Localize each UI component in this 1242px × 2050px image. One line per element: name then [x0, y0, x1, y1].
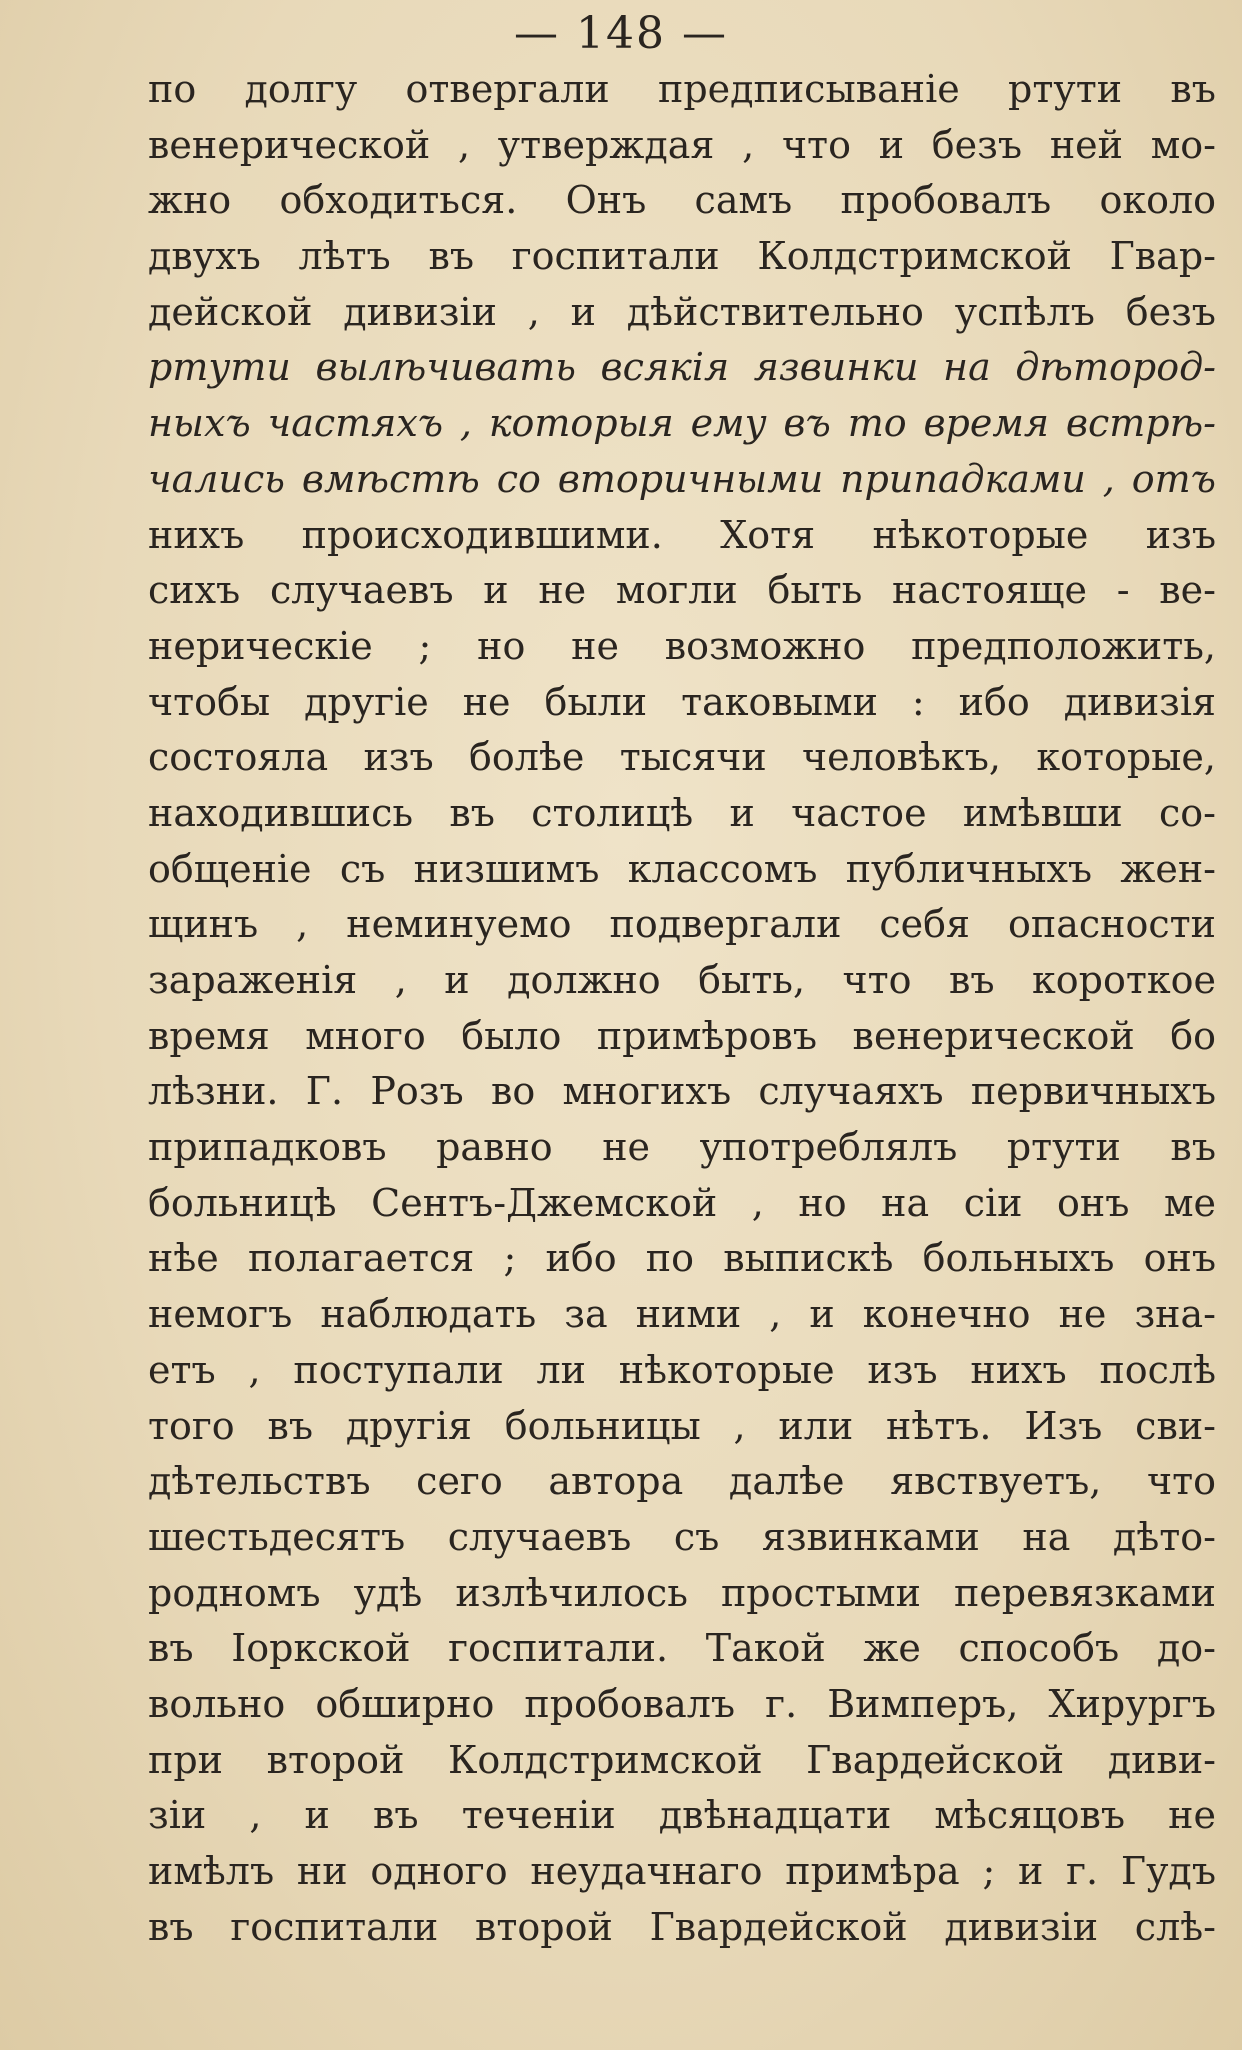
text-line: зiи , и въ теченiи двѣнадцати мѣсяцовъ не	[148, 1793, 1216, 1838]
text-line: зараженiя , и должно быть, что въ короткое	[148, 958, 1216, 1002]
text-line: родномъ удѣ излѣчилось простыми перевязками	[148, 1570, 1216, 1615]
text-line: при второй Колдстримской Гвардейской диви-	[148, 1737, 1216, 1782]
text-line: етъ , поступали ли нѣкоторые изъ нихъ послѣ	[148, 1347, 1216, 1392]
text-line: чались вмѣстѣ со вторичными припадками , отъ	[148, 456, 1216, 501]
text-line: припадковъ равно не употреблялъ ртути въ	[148, 1125, 1216, 1170]
text-line: двухъ лѣтъ въ госпитали Колдстримской Гвар-	[148, 234, 1216, 279]
text-line: вольно обширно пробовалъ г. Вимперъ, Хирургъ	[148, 1681, 1216, 1726]
text-line: щинъ , неминуемо подвергали себя опасности	[148, 902, 1216, 947]
text-line: венерической , утверждая , что и безъ ней мо-	[148, 122, 1216, 167]
text-line: шестьдесятъ случаевъ съ язвинками на дѣто-	[148, 1514, 1216, 1559]
text-line: того въ другiя больницы , или нѣтъ. Изъ сви-	[148, 1403, 1216, 1448]
text-line: въ госпитали второй Гвардейской дивизiи слѣ-	[148, 1904, 1216, 1949]
text-line: имѣлъ ни одного неудачнаго примѣра ; и г. Гудъ	[148, 1849, 1216, 1893]
text-line: ныхъ частяхъ , которыя ему въ то время встрѣ-	[148, 401, 1216, 446]
body-text	[148, 62, 1216, 1955]
text-line: нѣе полагается ; ибо по выпискѣ больныхъ онъ	[148, 1236, 1216, 1281]
text-line: нихъ происходившими. Хотя нѣкоторые изъ	[148, 512, 1216, 557]
text-line: въ Iоркской госпитали. Такой же способъ до-	[148, 1626, 1216, 1671]
text-line: лѣзни. Г. Розъ во многихъ случаяхъ первичныхъ	[148, 1069, 1216, 1114]
text-line: нерическiе ; но не возможно предположить,	[148, 623, 1216, 668]
text-line: по долгу отвергали предписыванiе ртути въ	[148, 67, 1216, 111]
text-line: дѣтельствъ сего автора далѣе явствуетъ, что	[148, 1459, 1216, 1504]
text-line: сихъ случаевъ и не могли быть настояще - ве-	[148, 568, 1216, 613]
text-line: находившись въ столицѣ и частое имѣвши со-	[148, 790, 1216, 835]
text-line: дейской дивизiи , и дѣйствительно успѣлъ безъ	[148, 289, 1216, 334]
text-line: состояла изъ болѣе тысячи человѣкъ, которые,	[148, 735, 1216, 780]
page-number: — 148 —	[514, 8, 728, 59]
text-line: чтобы другiе не были таковыми : ибо дивизiя	[148, 679, 1216, 724]
text-line: больницѣ Сентъ-Джемской , но на сiи онъ ме	[148, 1180, 1216, 1225]
text-line: время много было примѣровъ венерической бо	[148, 1013, 1216, 1058]
text-line: ртути вылѣчивать всякiя язвинки на дѣтород-	[148, 345, 1216, 390]
text-line: общенiе съ низшимъ классомъ публичныхъ жен-	[148, 846, 1216, 891]
text-line: немогъ наблюдать за ними , и конечно не зна-	[148, 1292, 1216, 1337]
text-line: жно обходиться. Онъ самъ пробовалъ около	[148, 178, 1216, 223]
